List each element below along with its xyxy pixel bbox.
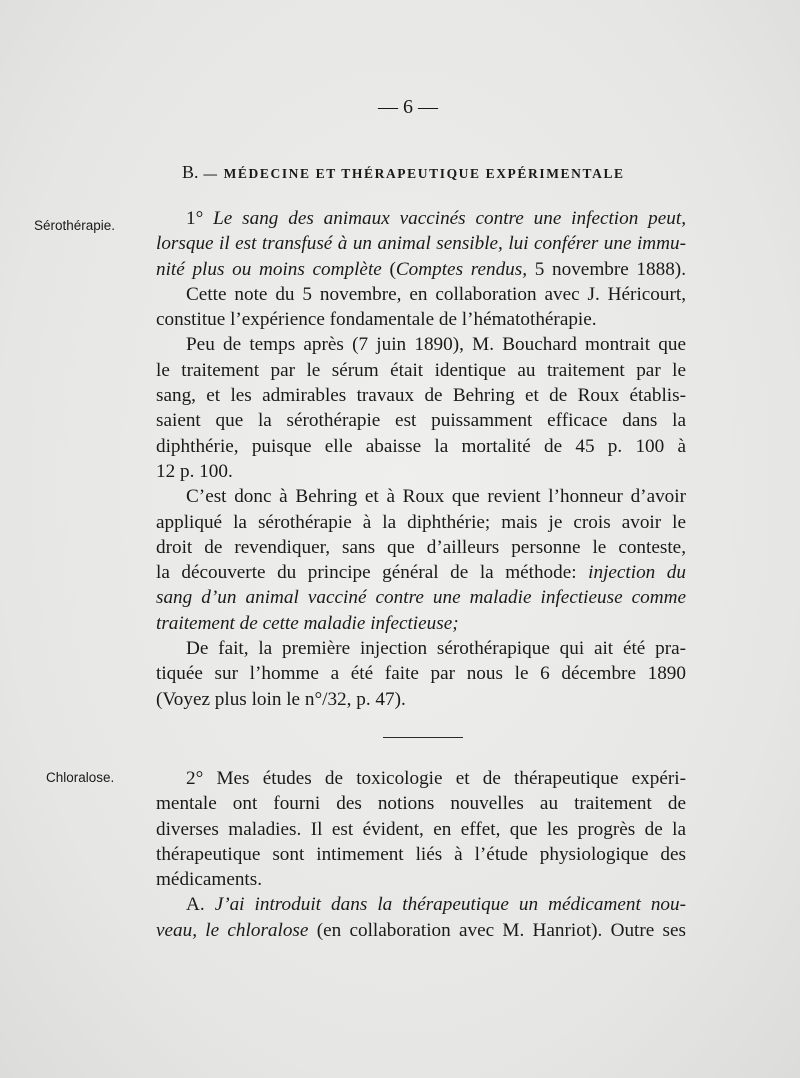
margin-note-chloralose: Chloralose. <box>46 770 115 785</box>
paragraph-line-italic: traitement de cette maladie infectieuse; <box>156 612 459 634</box>
paragraph-line: droit de revendiquer, sans que d’ailleurs personne le conteste, <box>156 536 686 558</box>
source-date: 5 novembre 1888). <box>534 258 686 280</box>
paragraph-line: 12 p. 100. <box>156 460 233 482</box>
paragraph-line: médicaments. <box>156 869 263 891</box>
paragraph-line <box>156 560 686 585</box>
page-number: — 6 — <box>378 96 438 118</box>
section-heading <box>182 162 625 183</box>
main-text-block-1 <box>156 206 686 712</box>
paragraph-line: appliqué la sérothérapie à la diphthérie; mais je crois avoir le <box>156 511 686 533</box>
margin-note-serotherapie: Sérothérapie. <box>34 218 116 233</box>
paragraph-line <box>156 918 686 943</box>
paragraph-line: constitue l’expérience fondamentale de l’hématothérapie. <box>156 309 597 331</box>
paragraph-text: la découverte du principe général de la méthode: <box>156 562 577 584</box>
paragraph-line: Cette note du 5 novembre, en collaboration avec J. Héricourt, <box>186 283 686 305</box>
paragraph-line: (Voyez plus loin le n°/32, p. 47). <box>156 688 406 710</box>
section-letter: B. <box>182 162 199 182</box>
paragraph-4 <box>156 636 686 712</box>
paragraph-text: A. <box>186 894 205 916</box>
paragraph-line <box>156 892 686 917</box>
item-1-title <box>156 206 686 282</box>
paragraph-line: 2° Mes études de toxicologie et de thérapeutique expéri- <box>186 768 686 789</box>
paragraph-line: De fait, la première injection sérothérapique qui ait été pra- <box>186 638 686 660</box>
paren-open: ( <box>389 258 396 280</box>
paragraph-line: tiquée sur l’homme a été faite par nous le 6 décembre 1890 <box>156 663 686 685</box>
source-comptes-rendus: Comptes rendus, <box>395 258 528 280</box>
item-1-title-line-2: lorsque il est transfusé à un animal sensible, lui conférer une immu- <box>156 233 686 255</box>
main-text-block-2 <box>156 766 686 943</box>
paragraph-line: sang, et les admirables travaux de Behring et de Roux établis- <box>156 385 686 407</box>
paragraph-text-italic: veau, le chloralose <box>156 919 309 941</box>
paragraph-text-italic: injection du <box>588 562 686 584</box>
paragraph-line: diverses maladies. Il est évident, en effet, que les progrès de la <box>156 818 686 840</box>
item-2 <box>156 766 686 892</box>
paragraph-line: thérapeutique sont intimement liés à l’étude physiologique des <box>156 843 686 865</box>
paragraph-line: le traitement par le sérum était identique au traitement par le <box>156 359 686 381</box>
paragraph-5 <box>156 892 686 943</box>
item-1-title-line-1: Le sang des animaux vaccinés contre une infection peut, <box>213 208 686 229</box>
paragraph-text-italic: J’ai introduit dans la thérapeutique un médicament nou- <box>214 894 686 916</box>
paragraph-line-italic: sang d’un animal vacciné contre une maladie infectieuse comme <box>156 587 686 609</box>
paragraph-line: saient que la sérothérapie est puissamment efficace dans la <box>156 410 686 432</box>
paragraph-text: (en collaboration avec M. Hanriot). Outre ses <box>316 919 687 941</box>
paragraph-line: diphthérie, puisque elle abaisse la mortalité de 45 p. 100 à <box>156 435 686 457</box>
item-1-title-line-3: nité plus ou moins complète <box>156 258 382 280</box>
paragraph-line: mentale ont fourni des notions nouvelles au traitement de <box>156 793 686 815</box>
item-1-number: 1° <box>186 208 204 229</box>
paragraph-3 <box>156 484 686 636</box>
paragraph-line: C’est donc à Behring et à Roux que revient l’honneur d’avoir <box>186 486 686 508</box>
paragraph-2 <box>156 332 686 484</box>
section-title: — MÉDECINE ET THÉRAPEUTIQUE EXPÉRIMENTALE <box>203 166 625 181</box>
paragraph-line: Peu de temps après (7 juin 1890), M. Bouchard montrait que <box>186 334 686 356</box>
section-divider <box>383 737 463 738</box>
paragraph-1 <box>156 282 686 333</box>
